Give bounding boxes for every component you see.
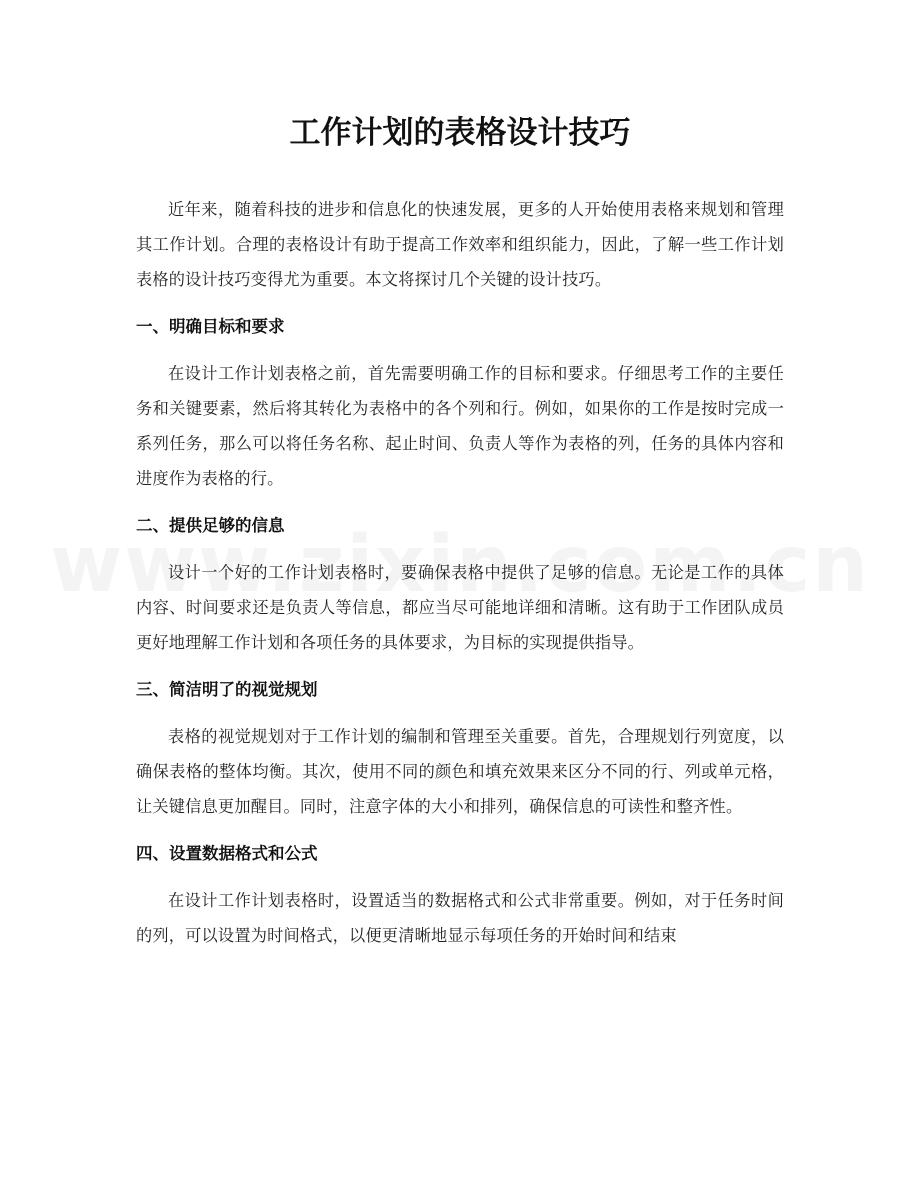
intro-paragraph: 近年来，随着科技的进步和信息化的快速发展，更多的人开始使用表格来规划和管理其工作计划。合理的表格设计有助于提高工作效率和组织能力，因此，了解一些工作计划表格的设计技巧变得尤为重要。本文将探讨几个关键的设计技巧。: [136, 200, 784, 289]
section-body-1: 在设计工作计划表格之前，首先需要明确工作的目标和要求。仔细思考工作的主要任务和关键要素，然后将其转化为表格中的各个列和行。例如，如果你的工作是按时完成一系列任务，那么可以将任务名称、起止时间、负责人等作为表格的列，任务的具体内容和进度作为表格的行。: [136, 364, 784, 488]
section-heading-3: 三、简洁明了的视觉规划: [136, 680, 318, 699]
document-title: 工作计划的表格设计技巧: [289, 115, 631, 151]
section-body-2: 设计一个好的工作计划表格时，要确保表格中提供了足够的信息。无论是工作的具体内容、时间要求还是负责人等信息，都应当尽可能地详细和清晰。这有助于工作团队成员更好地理解工作计划和各项任务的具体要求，为目标的实现提供指导。: [136, 563, 784, 652]
section-heading-4: 四、设置数据格式和公式: [136, 844, 318, 863]
document-content: [136, 108, 784, 953]
section-body-3: 表格的视觉规划对于工作计划的编制和管理至关重要。首先，合理规划行列宽度，以确保表格的整体均衡。其次，使用不同的颜色和填充效果来区分不同的行、列或单元格，让关键信息更加醒目。同时，注意字体的大小和排列，确保信息的可读性和整齐性。: [136, 727, 784, 816]
section-heading-2: 二、提供足够的信息: [136, 516, 285, 535]
section-heading-1: 一、明确目标和要求: [136, 317, 285, 336]
section-body-4: 在设计工作计划表格时，设置适当的数据格式和公式非常重要。例如，对于任务时间的列，可以设置为时间格式，以便更清晰地显示每项任务的开始时间和结束: [136, 891, 784, 945]
